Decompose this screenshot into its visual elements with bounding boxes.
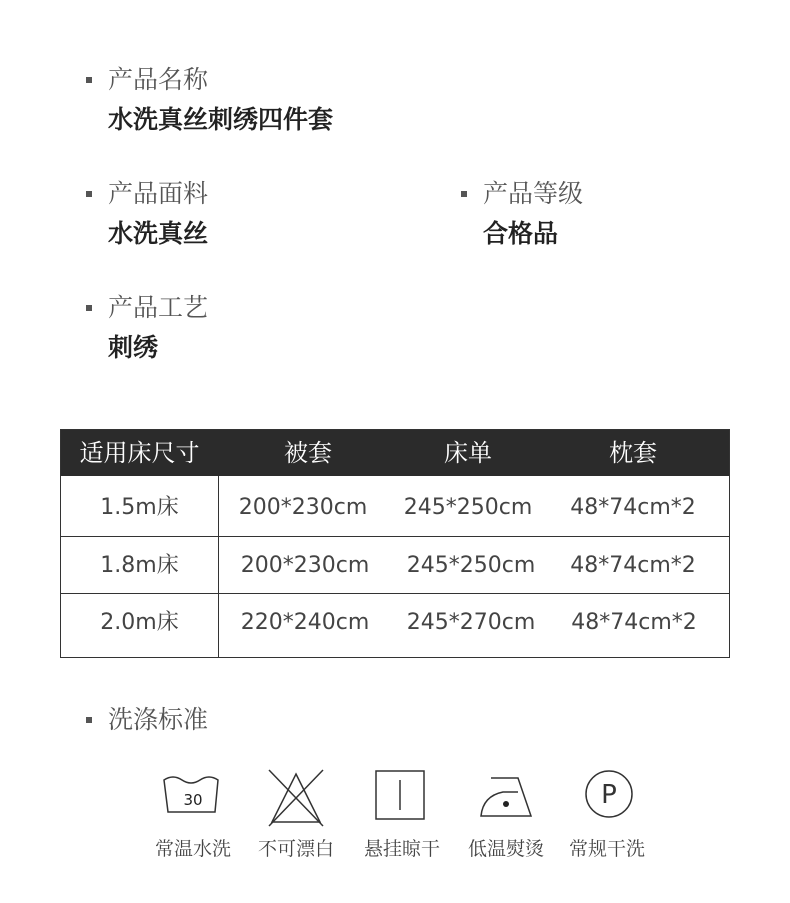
table-cell-sheet: 245*250cm	[406, 553, 536, 578]
care-item-no-bleach	[251, 768, 341, 868]
hang-dry-icon	[357, 768, 447, 828]
size-table	[60, 429, 730, 658]
table-cell-pillow: 48*74cm*2	[571, 610, 697, 635]
craft-field	[86, 292, 386, 372]
care-label-hang-dry: 悬挂晾干	[363, 838, 440, 860]
header-duvet-cover: 被套	[284, 439, 332, 467]
table-cell-sheet: 245*270cm	[406, 610, 536, 635]
dry-clean-p-icon	[562, 768, 652, 828]
table-cell-duvet: 220*240cm	[240, 610, 370, 635]
care-item-hang-dry	[357, 768, 447, 868]
table-cell-bed-size: 1.8m床	[100, 553, 179, 578]
table-cell-bed-size: 1.5m床	[100, 495, 179, 520]
header-pillowcase: 枕套	[609, 439, 657, 467]
care-field	[86, 704, 386, 744]
no-bleach-icon	[251, 768, 341, 828]
care-label-dry-clean: 常规干洗	[568, 838, 645, 860]
care-item-iron	[461, 768, 551, 868]
low-iron-icon	[461, 768, 551, 828]
table-cell-bed-size: 2.0m床	[100, 610, 179, 635]
table-header	[61, 430, 729, 476]
craft-label: 产品工艺	[108, 293, 209, 322]
care-label-iron: 低温熨烫	[467, 838, 544, 860]
table-cell-pillow: 48*74cm*2	[570, 495, 696, 520]
bullet-icon	[86, 717, 92, 723]
fabric-value: 水洗真丝	[108, 219, 209, 248]
care-item-wash	[148, 768, 238, 868]
table-divider	[218, 476, 219, 657]
wash-temp-text: 30	[183, 791, 203, 809]
bullet-icon	[86, 305, 92, 311]
grade-field	[461, 178, 761, 258]
bullet-icon	[461, 191, 467, 197]
table-row	[61, 594, 729, 658]
header-bed-size: 适用床尺寸	[79, 439, 200, 467]
header-bed-sheet: 床单	[444, 439, 492, 467]
table-cell-sheet: 245*250cm	[403, 495, 533, 520]
table-row	[61, 476, 729, 537]
table-row	[61, 537, 729, 594]
care-item-dry-clean	[562, 768, 652, 868]
wash-30-icon	[148, 768, 238, 828]
fabric-label: 产品面料	[108, 179, 209, 208]
grade-label: 产品等级	[483, 179, 584, 208]
craft-value: 刺绣	[108, 333, 159, 362]
care-label: 洗涤标准	[108, 705, 209, 734]
care-label-no-bleach: 不可漂白	[257, 838, 334, 860]
grade-value: 合格品	[483, 219, 559, 248]
bullet-icon	[86, 191, 92, 197]
table-cell-duvet: 200*230cm	[240, 553, 370, 578]
product-name-value: 水洗真丝刺绣四件套	[108, 105, 334, 134]
table-cell-pillow: 48*74cm*2	[570, 553, 696, 578]
product-name-field	[86, 64, 386, 144]
product-name-label: 产品名称	[108, 65, 209, 94]
table-cell-duvet: 200*230cm	[238, 495, 368, 520]
bullet-icon	[86, 77, 92, 83]
fabric-field	[86, 178, 386, 258]
dry-clean-symbol: P	[601, 780, 617, 810]
care-label-wash: 常温水洗	[154, 838, 231, 860]
